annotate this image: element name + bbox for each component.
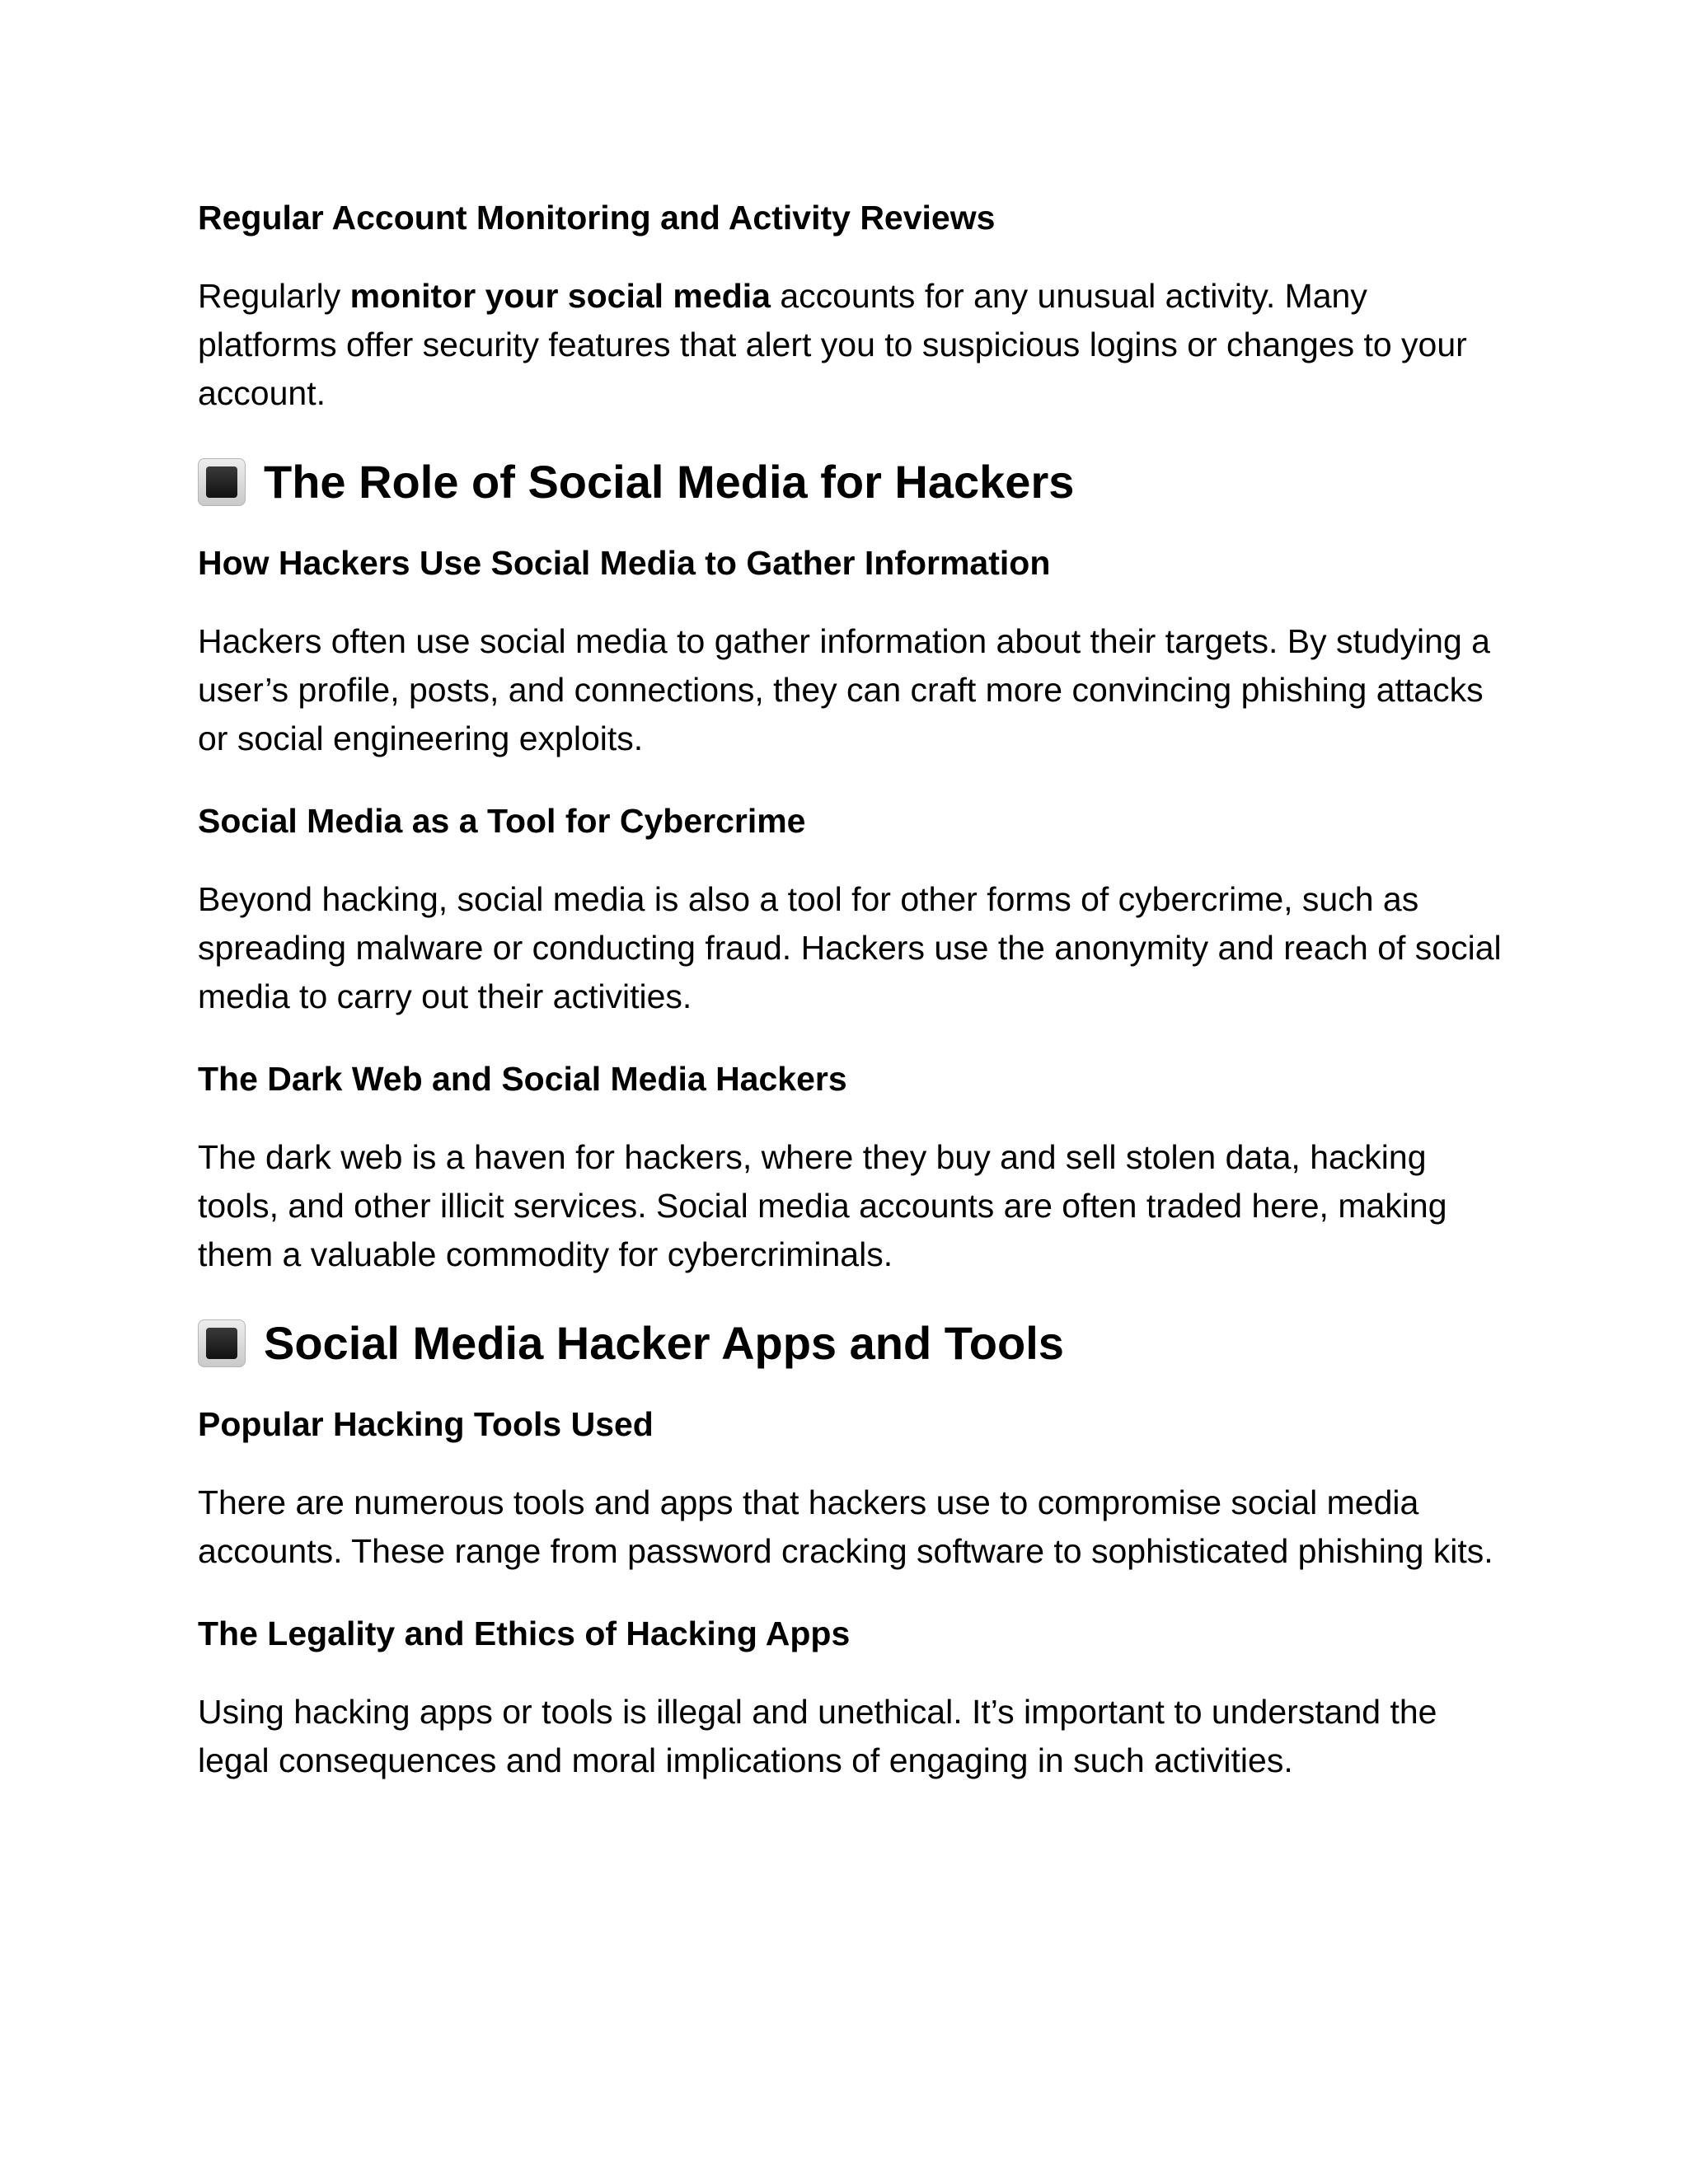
paragraph-popular-tools: There are numerous tools and apps that hackers use to compromise social media accounts. These range from password cracking software to sophisticated phishing kits.	[198, 1483, 1493, 1570]
paragraph-dark-web: The dark web is a haven for hackers, where they buy and sell stolen data, hacking tools, and other illicit services. Social media accounts are often traded here, making them a valuable commodity for cybercriminals.	[198, 1138, 1447, 1273]
subheading-popular-tools: Popular Hacking Tools Used	[198, 1405, 654, 1443]
document-page	[198, 194, 1508, 1820]
subheading-dark-web: The Dark Web and Social Media Hackers	[198, 1060, 847, 1098]
paragraph-account-monitoring	[198, 272, 1508, 418]
subheading-legality-ethics: The Legality and Ethics of Hacking Apps	[198, 1615, 851, 1652]
section-heading-text: Social Media Hacker Apps and Tools	[264, 1317, 1064, 1369]
paragraph-bold-text: monitor your social media	[349, 277, 771, 315]
section-heading-role	[198, 452, 1508, 512]
section-heading-apps	[198, 1314, 1508, 1373]
subheading-cybercrime-tool: Social Media as a Tool for Cybercrime	[198, 802, 806, 840]
subheading-gather-information: How Hackers Use Social Media to Gather Information	[198, 544, 1051, 582]
paragraph-cybercrime-tool: Beyond hacking, social media is also a tool for other forms of cybercrime, such as spreading malware or conducting fraud. Hackers use the anonymity and reach of social media to carry out their activities.	[198, 880, 1502, 1015]
paragraph-text: Regularly	[198, 277, 350, 315]
paragraph-text: accounts for any unusual activity. Many platforms offer security features that alert you to suspicious logins or changes to your account.	[198, 277, 1467, 412]
section-heading-text: The Role of Social Media for Hackers	[264, 456, 1075, 508]
paragraph-legality-ethics: Using hacking apps or tools is illegal and unethical. It’s important to understand the legal consequences and moral implications of engaging in such activities.	[198, 1693, 1437, 1779]
black-square-button-icon	[198, 458, 246, 506]
black-square-button-icon	[198, 1319, 246, 1367]
subheading-account-monitoring: Regular Account Monitoring and Activity Reviews	[198, 199, 996, 237]
paragraph-gather-information: Hackers often use social media to gather information about their targets. By studying a user’s profile, posts, and connections, they can craft more convincing phishing attacks or social engineering exploits.	[198, 622, 1490, 757]
